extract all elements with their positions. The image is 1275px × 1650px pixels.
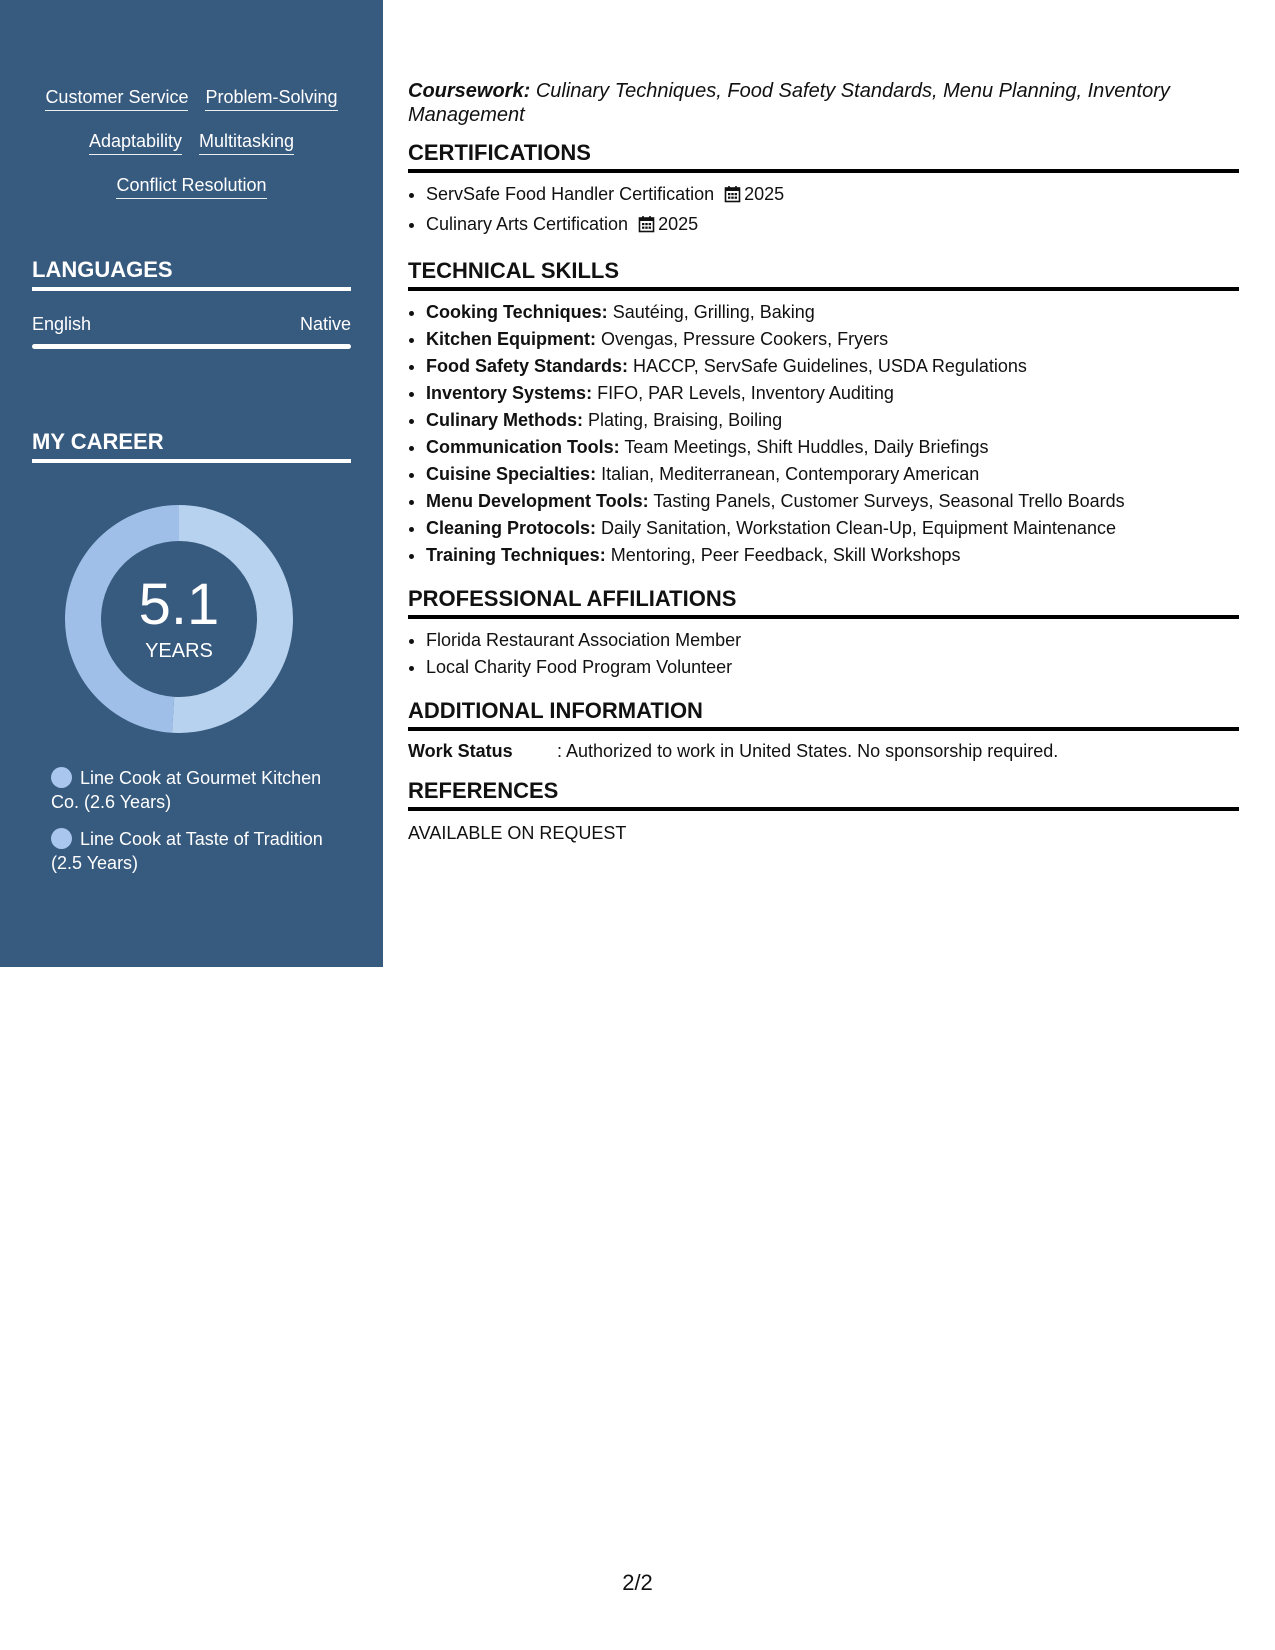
- page-number: 2/2: [622, 1570, 653, 1595]
- career-legend: [51, 766, 351, 888]
- coursework-text: Culinary Techniques, Food Safety Standards, Menu Planning, Inventory Management: [408, 80, 1170, 126]
- affiliations-list: [408, 627, 1239, 681]
- certification-name: ServSafe Food Handler Certification: [426, 184, 715, 204]
- certification-year: 2025: [658, 214, 699, 234]
- skill-label: Cuisine Specialties:: [426, 464, 597, 484]
- skill-value: Daily Sanitation, Workstation Clean-Up, Equipment Maintenance: [601, 518, 1116, 538]
- certification-name: Culinary Arts Certification: [426, 214, 629, 234]
- additional-info-heading: ADDITIONAL INFORMATION: [408, 697, 1239, 731]
- technical-skill-item: [426, 488, 1239, 515]
- technical-skills-heading: TECHNICAL SKILLS: [408, 257, 1239, 291]
- skill-tag[interactable]: Problem-Solving: [205, 86, 337, 111]
- career-years-value: 5.1: [138, 572, 220, 637]
- sidebar: [0, 0, 383, 967]
- language-level: Native: [299, 314, 351, 334]
- skill-label: Culinary Methods:: [426, 410, 584, 430]
- coursework-label: Coursework:: [408, 80, 531, 102]
- skill-label: Cooking Techniques:: [426, 302, 608, 322]
- technical-skill-item: [426, 380, 1239, 407]
- technical-skill-item: [426, 461, 1239, 488]
- skill-tag[interactable]: Multitasking: [199, 130, 294, 155]
- career-legend-item: [51, 827, 351, 875]
- skill-label: Kitchen Equipment:: [426, 329, 596, 349]
- skill-value: Ovengas, Pressure Cookers, Fryers: [601, 329, 889, 349]
- references-heading: REFERENCES: [408, 777, 1239, 811]
- certifications-heading: CERTIFICATIONS: [408, 139, 1239, 173]
- career-dot-icon: [51, 828, 72, 849]
- career-item-text: Line Cook at Taste of Tradition (2.5 Years): [51, 829, 323, 873]
- technical-skill-item: [426, 353, 1239, 380]
- languages-heading: LANGUAGES: [32, 256, 351, 291]
- main-content: [408, 79, 1239, 845]
- calendar-icon: [638, 214, 655, 241]
- certifications-list: [408, 181, 1239, 241]
- technical-skill-item: [426, 326, 1239, 353]
- career-legend-item: [51, 766, 351, 814]
- skill-value: Italian, Mediterranean, Contemporary American: [601, 464, 980, 484]
- affiliation-item: • Florida Restaurant Association Member: [426, 627, 1239, 654]
- skill-tag[interactable]: Customer Service: [45, 86, 188, 111]
- skill-label: Menu Development Tools:: [426, 491, 649, 511]
- skill-value: Tasting Panels, Customer Surveys, Seasonal Trello Boards: [653, 491, 1125, 511]
- language-name: English: [32, 314, 92, 334]
- language-row: [32, 312, 351, 336]
- skill-label: Training Techniques:: [426, 545, 606, 565]
- career-item-text: Line Cook at Gourmet Kitchen Co. (2.6 Years): [51, 768, 322, 812]
- certification-item: [426, 181, 1239, 211]
- skill-tag[interactable]: Conflict Resolution: [116, 174, 266, 199]
- technical-skill-item: [426, 407, 1239, 434]
- certification-item: [426, 211, 1239, 241]
- affiliation-item: • Local Charity Food Program Volunteer: [426, 654, 1239, 681]
- language-proficiency-bar: [32, 344, 351, 349]
- skill-value: Sautéing, Grilling, Baking: [612, 302, 815, 322]
- skills-list: [20, 86, 363, 199]
- skill-value: Mentoring, Peer Feedback, Skill Workshops: [610, 545, 961, 565]
- work-status-label: Work Status: [408, 741, 513, 761]
- work-status-row: [408, 739, 1239, 763]
- career-dot-icon: [51, 767, 72, 788]
- skill-value: Team Meetings, Shift Huddles, Daily Briefings: [624, 437, 989, 457]
- technical-skill-item: [426, 515, 1239, 542]
- skill-tag[interactable]: Adaptability: [89, 130, 182, 155]
- skill-label: Cleaning Protocols:: [426, 518, 597, 538]
- skill-label: Inventory Systems:: [426, 383, 593, 403]
- career-years-unit: YEARS: [145, 640, 213, 662]
- technical-skill-item: [426, 299, 1239, 326]
- skill-label: Food Safety Standards:: [426, 356, 629, 376]
- references-text: AVAILABLE ON REQUEST: [408, 823, 627, 843]
- affiliations-heading: PROFESSIONAL AFFILIATIONS: [408, 585, 1239, 619]
- calendar-icon: [724, 184, 741, 211]
- career-heading: MY CAREER: [32, 428, 351, 463]
- skill-value: FIFO, PAR Levels, Inventory Auditing: [597, 383, 894, 403]
- certification-year: 2025: [744, 184, 785, 204]
- technical-skills-list: [408, 299, 1239, 569]
- skill-value: HACCP, ServSafe Guidelines, USDA Regulations: [633, 356, 1027, 376]
- skill-label: Communication Tools:: [426, 437, 620, 457]
- coursework: [408, 79, 1239, 127]
- technical-skill-item: [426, 434, 1239, 461]
- skill-value: Plating, Braising, Boiling: [588, 410, 783, 430]
- work-status-value: : Authorized to work in United States. No sponsorship required.: [557, 741, 1059, 761]
- technical-skill-item: [426, 542, 1239, 569]
